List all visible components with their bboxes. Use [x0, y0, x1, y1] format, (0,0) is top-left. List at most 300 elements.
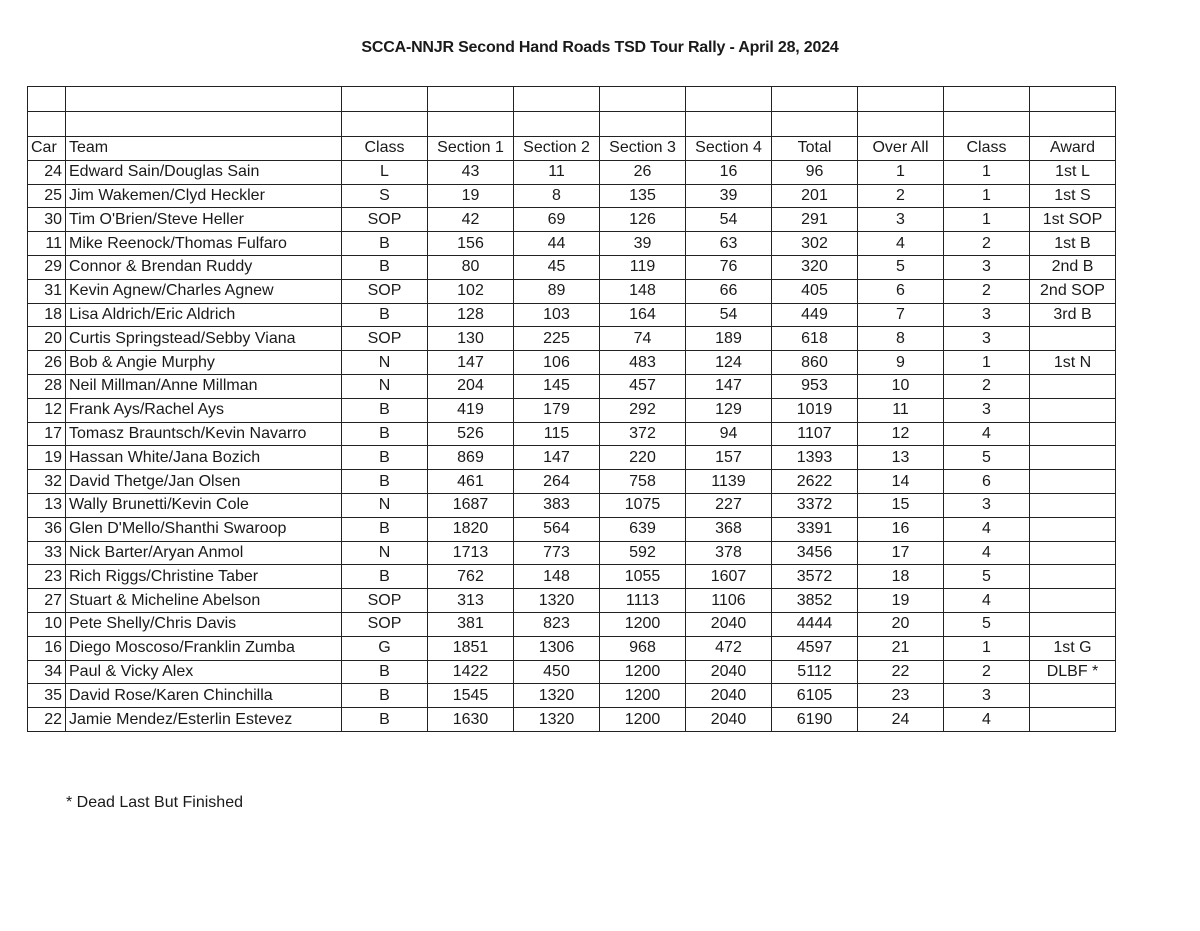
cell-class: L [342, 160, 428, 184]
cell-section-4: 54 [686, 208, 772, 232]
cell-team: Nick Barter/Aryan Anmol [66, 541, 342, 565]
cell-award [1030, 612, 1116, 636]
cell-class-rank: 1 [944, 351, 1030, 375]
cell-award: 1st S [1030, 184, 1116, 208]
cell-section-4: 63 [686, 232, 772, 256]
cell-section-1: 102 [428, 279, 514, 303]
cell-team: Frank Ays/Rachel Ays [66, 398, 342, 422]
cell-section-1: 1630 [428, 708, 514, 732]
header-total: Total [772, 137, 858, 161]
cell-section-3: 758 [600, 470, 686, 494]
cell-total: 3572 [772, 565, 858, 589]
cell-section-2: 450 [514, 660, 600, 684]
cell-class-rank: 4 [944, 422, 1030, 446]
cell-section-4: 368 [686, 517, 772, 541]
cell-team: Kevin Agnew/Charles Agnew [66, 279, 342, 303]
cell-section-1: 1820 [428, 517, 514, 541]
cell-section-4: 1139 [686, 470, 772, 494]
cell-car: 10 [28, 612, 66, 636]
cell-section-3: 119 [600, 255, 686, 279]
cell-award [1030, 565, 1116, 589]
cell-award [1030, 541, 1116, 565]
table-row [28, 422, 1116, 446]
table-row [28, 636, 1116, 660]
cell-overall: 13 [858, 446, 944, 470]
cell-section-2: 45 [514, 255, 600, 279]
cell-section-2: 225 [514, 327, 600, 351]
cell-section-3: 148 [600, 279, 686, 303]
cell-overall: 11 [858, 398, 944, 422]
cell-section-3: 220 [600, 446, 686, 470]
cell-award [1030, 470, 1116, 494]
cell-section-4: 1106 [686, 589, 772, 613]
cell-section-1: 313 [428, 589, 514, 613]
results-table [27, 86, 1116, 732]
table-row [28, 184, 1116, 208]
cell-total: 3456 [772, 541, 858, 565]
cell-overall: 3 [858, 208, 944, 232]
cell-overall: 4 [858, 232, 944, 256]
cell-team: Wally Brunetti/Kevin Cole [66, 493, 342, 517]
cell-car: 12 [28, 398, 66, 422]
cell-section-2: 115 [514, 422, 600, 446]
cell-total: 405 [772, 279, 858, 303]
table-row [28, 232, 1116, 256]
cell-class: B [342, 565, 428, 589]
cell-section-4: 94 [686, 422, 772, 446]
cell-section-1: 419 [428, 398, 514, 422]
table-row [28, 279, 1116, 303]
cell-section-1: 526 [428, 422, 514, 446]
cell-total: 3372 [772, 493, 858, 517]
cell-total: 291 [772, 208, 858, 232]
cell-car: 16 [28, 636, 66, 660]
table-row [28, 684, 1116, 708]
cell-class: B [342, 398, 428, 422]
cell-class-rank: 2 [944, 232, 1030, 256]
cell-section-3: 1200 [600, 684, 686, 708]
cell-class: B [342, 446, 428, 470]
cell-section-4: 227 [686, 493, 772, 517]
cell-award: 2nd B [1030, 255, 1116, 279]
cell-total: 4597 [772, 636, 858, 660]
cell-car: 29 [28, 255, 66, 279]
cell-car: 36 [28, 517, 66, 541]
cell-car: 30 [28, 208, 66, 232]
cell-section-3: 164 [600, 303, 686, 327]
cell-class-rank: 3 [944, 327, 1030, 351]
cell-total: 6190 [772, 708, 858, 732]
cell-section-4: 124 [686, 351, 772, 375]
cell-class: N [342, 351, 428, 375]
cell-class-rank: 4 [944, 517, 1030, 541]
cell-section-2: 89 [514, 279, 600, 303]
table-row [28, 470, 1116, 494]
cell-class: B [342, 422, 428, 446]
cell-car: 11 [28, 232, 66, 256]
cell-section-4: 2040 [686, 708, 772, 732]
cell-total: 320 [772, 255, 858, 279]
cell-section-2: 148 [514, 565, 600, 589]
table-row [28, 160, 1116, 184]
cell-car: 13 [28, 493, 66, 517]
cell-award: 1st N [1030, 351, 1116, 375]
cell-overall: 21 [858, 636, 944, 660]
cell-section-4: 2040 [686, 660, 772, 684]
cell-class-rank: 4 [944, 708, 1030, 732]
cell-class-rank: 3 [944, 684, 1030, 708]
cell-car: 32 [28, 470, 66, 494]
cell-section-1: 204 [428, 374, 514, 398]
cell-class: SOP [342, 612, 428, 636]
cell-car: 34 [28, 660, 66, 684]
cell-section-1: 130 [428, 327, 514, 351]
cell-award [1030, 684, 1116, 708]
cell-section-4: 2040 [686, 612, 772, 636]
table-row [28, 517, 1116, 541]
cell-section-1: 156 [428, 232, 514, 256]
table-row [28, 208, 1116, 232]
cell-total: 3852 [772, 589, 858, 613]
cell-car: 28 [28, 374, 66, 398]
cell-award: 1st B [1030, 232, 1116, 256]
cell-class: N [342, 374, 428, 398]
cell-car: 27 [28, 589, 66, 613]
cell-award: 3rd B [1030, 303, 1116, 327]
cell-award [1030, 589, 1116, 613]
table-row [28, 493, 1116, 517]
cell-car: 26 [28, 351, 66, 375]
cell-class: B [342, 303, 428, 327]
cell-section-4: 2040 [686, 684, 772, 708]
cell-car: 24 [28, 160, 66, 184]
cell-car: 18 [28, 303, 66, 327]
cell-class-rank: 1 [944, 208, 1030, 232]
cell-team: Jim Wakemen/Clyd Heckler [66, 184, 342, 208]
cell-class-rank: 5 [944, 446, 1030, 470]
cell-award [1030, 446, 1116, 470]
blank-row [28, 87, 1116, 112]
cell-award [1030, 398, 1116, 422]
cell-overall: 5 [858, 255, 944, 279]
cell-section-2: 103 [514, 303, 600, 327]
cell-section-4: 378 [686, 541, 772, 565]
cell-class: B [342, 517, 428, 541]
cell-award [1030, 493, 1116, 517]
cell-section-4: 76 [686, 255, 772, 279]
cell-section-2: 145 [514, 374, 600, 398]
cell-total: 3391 [772, 517, 858, 541]
cell-section-2: 564 [514, 517, 600, 541]
cell-class-rank: 1 [944, 636, 1030, 660]
cell-overall: 12 [858, 422, 944, 446]
cell-team: David Rose/Karen Chinchilla [66, 684, 342, 708]
cell-class: B [342, 470, 428, 494]
cell-overall: 15 [858, 493, 944, 517]
cell-section-3: 1200 [600, 612, 686, 636]
cell-team: Connor & Brendan Ruddy [66, 255, 342, 279]
header-overall: Over All [858, 137, 944, 161]
table-row [28, 660, 1116, 684]
cell-section-2: 823 [514, 612, 600, 636]
cell-section-3: 457 [600, 374, 686, 398]
cell-team: Tomasz Brauntsch/Kevin Navarro [66, 422, 342, 446]
header-award: Award [1030, 137, 1116, 161]
cell-class-rank: 4 [944, 589, 1030, 613]
cell-section-3: 372 [600, 422, 686, 446]
cell-section-2: 264 [514, 470, 600, 494]
cell-section-2: 147 [514, 446, 600, 470]
cell-class: SOP [342, 208, 428, 232]
cell-class-rank: 3 [944, 493, 1030, 517]
cell-team: Pete Shelly/Chris Davis [66, 612, 342, 636]
cell-section-3: 39 [600, 232, 686, 256]
cell-total: 860 [772, 351, 858, 375]
cell-section-3: 1113 [600, 589, 686, 613]
table-row [28, 589, 1116, 613]
cell-class-rank: 2 [944, 279, 1030, 303]
cell-total: 6105 [772, 684, 858, 708]
table-row [28, 612, 1116, 636]
cell-class: B [342, 255, 428, 279]
cell-section-4: 147 [686, 374, 772, 398]
cell-class: N [342, 541, 428, 565]
cell-total: 201 [772, 184, 858, 208]
cell-total: 5112 [772, 660, 858, 684]
cell-award: 2nd SOP [1030, 279, 1116, 303]
cell-section-2: 44 [514, 232, 600, 256]
cell-section-1: 381 [428, 612, 514, 636]
cell-section-2: 773 [514, 541, 600, 565]
cell-section-4: 189 [686, 327, 772, 351]
cell-section-3: 135 [600, 184, 686, 208]
cell-total: 4444 [772, 612, 858, 636]
cell-team: Jamie Mendez/Esterlin Estevez [66, 708, 342, 732]
cell-team: David Thetge/Jan Olsen [66, 470, 342, 494]
cell-team: Mike Reenock/Thomas Fulfaro [66, 232, 342, 256]
cell-class: B [342, 684, 428, 708]
cell-section-4: 39 [686, 184, 772, 208]
cell-section-1: 19 [428, 184, 514, 208]
cell-class: SOP [342, 327, 428, 351]
cell-section-3: 1200 [600, 708, 686, 732]
cell-total: 618 [772, 327, 858, 351]
cell-section-1: 869 [428, 446, 514, 470]
table-row [28, 374, 1116, 398]
header-car: Car [28, 137, 66, 161]
cell-overall: 6 [858, 279, 944, 303]
cell-car: 35 [28, 684, 66, 708]
cell-car: 20 [28, 327, 66, 351]
cell-overall: 22 [858, 660, 944, 684]
cell-overall: 18 [858, 565, 944, 589]
cell-overall: 16 [858, 517, 944, 541]
cell-overall: 24 [858, 708, 944, 732]
cell-section-3: 26 [600, 160, 686, 184]
table-row [28, 255, 1116, 279]
cell-class-rank: 1 [944, 160, 1030, 184]
cell-team: Rich Riggs/Christine Taber [66, 565, 342, 589]
header-section-2: Section 2 [514, 137, 600, 161]
cell-total: 96 [772, 160, 858, 184]
cell-section-2: 106 [514, 351, 600, 375]
cell-section-1: 762 [428, 565, 514, 589]
cell-section-2: 1320 [514, 708, 600, 732]
cell-award [1030, 327, 1116, 351]
cell-award [1030, 517, 1116, 541]
cell-team: Neil Millman/Anne Millman [66, 374, 342, 398]
header-section-3: Section 3 [600, 137, 686, 161]
cell-class: SOP [342, 279, 428, 303]
cell-section-1: 43 [428, 160, 514, 184]
cell-car: 33 [28, 541, 66, 565]
cell-total: 953 [772, 374, 858, 398]
cell-class: N [342, 493, 428, 517]
cell-overall: 14 [858, 470, 944, 494]
cell-team: Paul & Vicky Alex [66, 660, 342, 684]
header-section-4: Section 4 [686, 137, 772, 161]
cell-section-4: 1607 [686, 565, 772, 589]
header-row [28, 137, 1116, 161]
cell-section-2: 69 [514, 208, 600, 232]
cell-section-4: 129 [686, 398, 772, 422]
cell-overall: 8 [858, 327, 944, 351]
cell-section-1: 1422 [428, 660, 514, 684]
cell-class: SOP [342, 589, 428, 613]
cell-team: Stuart & Micheline Abelson [66, 589, 342, 613]
cell-award: DLBF * [1030, 660, 1116, 684]
cell-overall: 9 [858, 351, 944, 375]
cell-class: B [342, 660, 428, 684]
cell-section-2: 8 [514, 184, 600, 208]
cell-class-rank: 5 [944, 565, 1030, 589]
cell-class: B [342, 708, 428, 732]
cell-section-3: 74 [600, 327, 686, 351]
cell-overall: 2 [858, 184, 944, 208]
cell-class: B [342, 232, 428, 256]
table-row [28, 351, 1116, 375]
cell-class-rank: 2 [944, 374, 1030, 398]
cell-class: G [342, 636, 428, 660]
cell-class-rank: 1 [944, 184, 1030, 208]
cell-total: 1393 [772, 446, 858, 470]
cell-team: Bob & Angie Murphy [66, 351, 342, 375]
cell-class: S [342, 184, 428, 208]
cell-section-1: 1851 [428, 636, 514, 660]
cell-award: 1st G [1030, 636, 1116, 660]
cell-class-rank: 2 [944, 660, 1030, 684]
table-row [28, 541, 1116, 565]
cell-class-rank: 5 [944, 612, 1030, 636]
cell-section-3: 1075 [600, 493, 686, 517]
cell-total: 449 [772, 303, 858, 327]
cell-car: 22 [28, 708, 66, 732]
cell-total: 2622 [772, 470, 858, 494]
header-class-rank: Class [944, 137, 1030, 161]
cell-section-3: 592 [600, 541, 686, 565]
cell-section-1: 461 [428, 470, 514, 494]
cell-total: 1107 [772, 422, 858, 446]
table-row [28, 398, 1116, 422]
cell-team: Diego Moscoso/Franklin Zumba [66, 636, 342, 660]
cell-section-2: 11 [514, 160, 600, 184]
cell-section-2: 1320 [514, 684, 600, 708]
cell-section-4: 157 [686, 446, 772, 470]
table-row [28, 446, 1116, 470]
cell-section-1: 1545 [428, 684, 514, 708]
table-row [28, 565, 1116, 589]
cell-class-rank: 6 [944, 470, 1030, 494]
cell-class-rank: 4 [944, 541, 1030, 565]
cell-section-4: 54 [686, 303, 772, 327]
cell-section-1: 147 [428, 351, 514, 375]
cell-team: Edward Sain/Douglas Sain [66, 160, 342, 184]
cell-overall: 23 [858, 684, 944, 708]
cell-car: 23 [28, 565, 66, 589]
cell-section-3: 483 [600, 351, 686, 375]
cell-team: Glen D'Mello/Shanthi Swaroop [66, 517, 342, 541]
footnote: * Dead Last But Finished [66, 794, 243, 811]
cell-overall: 7 [858, 303, 944, 327]
cell-total: 302 [772, 232, 858, 256]
cell-section-2: 1306 [514, 636, 600, 660]
cell-team: Curtis Springstead/Sebby Viana [66, 327, 342, 351]
cell-section-2: 1320 [514, 589, 600, 613]
cell-section-3: 639 [600, 517, 686, 541]
cell-section-3: 292 [600, 398, 686, 422]
cell-section-4: 472 [686, 636, 772, 660]
cell-section-4: 16 [686, 160, 772, 184]
page-title: SCCA-NNJR Second Hand Roads TSD Tour Rally - April 28, 2024 [361, 39, 839, 56]
header-section-1: Section 1 [428, 137, 514, 161]
cell-car: 17 [28, 422, 66, 446]
table-row [28, 327, 1116, 351]
cell-overall: 10 [858, 374, 944, 398]
cell-section-3: 1055 [600, 565, 686, 589]
cell-award: 1st L [1030, 160, 1116, 184]
cell-section-1: 128 [428, 303, 514, 327]
cell-overall: 20 [858, 612, 944, 636]
header-team: Team [66, 137, 342, 161]
cell-section-1: 80 [428, 255, 514, 279]
cell-team: Hassan White/Jana Bozich [66, 446, 342, 470]
cell-team: Lisa Aldrich/Eric Aldrich [66, 303, 342, 327]
cell-section-1: 1713 [428, 541, 514, 565]
cell-section-3: 1200 [600, 660, 686, 684]
cell-section-2: 179 [514, 398, 600, 422]
cell-car: 19 [28, 446, 66, 470]
cell-class-rank: 3 [944, 398, 1030, 422]
cell-class-rank: 3 [944, 255, 1030, 279]
cell-section-2: 383 [514, 493, 600, 517]
blank-row [28, 112, 1116, 137]
cell-award [1030, 374, 1116, 398]
table-row [28, 708, 1116, 732]
cell-car: 31 [28, 279, 66, 303]
cell-section-3: 126 [600, 208, 686, 232]
cell-section-1: 42 [428, 208, 514, 232]
cell-class-rank: 3 [944, 303, 1030, 327]
header-class: Class [342, 137, 428, 161]
table-row [28, 303, 1116, 327]
cell-car: 25 [28, 184, 66, 208]
cell-section-4: 66 [686, 279, 772, 303]
cell-award [1030, 422, 1116, 446]
cell-team: Tim O'Brien/Steve Heller [66, 208, 342, 232]
cell-overall: 1 [858, 160, 944, 184]
cell-award: 1st SOP [1030, 208, 1116, 232]
cell-section-3: 968 [600, 636, 686, 660]
